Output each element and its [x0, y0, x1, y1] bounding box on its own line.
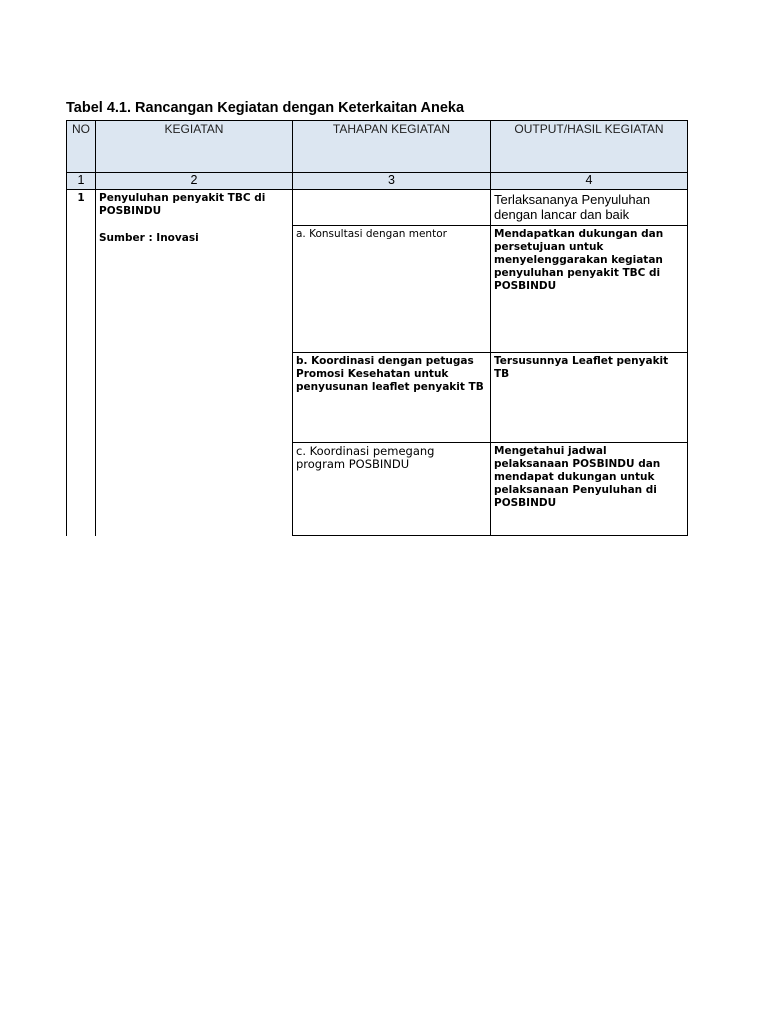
row-number-value: 1 [77, 192, 85, 204]
column-number-3: 3 [292, 173, 490, 190]
output-step-c: Mengetahui jadwal pelaksanaan POSBINDU dan mendapat dukungan untuk pelaksanaan Penyuluhan di POSBINDU [490, 442, 688, 536]
output-step-a: Mendapatkan dukungan dan persetujuan untuk menyelenggarakan kegiatan penyuluhan penyakit TBC di POSBINDU [490, 225, 688, 352]
column-number-4: 4 [490, 173, 688, 190]
column-number-1: 1 [66, 173, 95, 190]
tahapan-empty-cell [292, 190, 490, 225]
header-output-hasil-kegiatan: OUTPUT/HASIL KEGIATAN [490, 120, 688, 173]
tahapan-step-b: b. Koordinasi dengan petugas Promosi Kesehatan untuk penyusunan leaflet penyakit TB [292, 352, 490, 442]
output-step-b: Tersusunnya Leaflet penyakit TB [490, 352, 688, 442]
header-tahapan-kegiatan: TAHAPAN KEGIATAN [292, 120, 490, 173]
kegiatan-cell [95, 190, 292, 536]
tahapan-step-c: c. Koordinasi pemegang program POSBINDU [292, 442, 490, 536]
header-no: NO [66, 120, 95, 173]
kegiatan-name: Penyuluhan penyakit TBC di POSBINDU [99, 192, 266, 217]
tahapan-step-a: a. Konsultasi dengan mentor [292, 225, 490, 352]
output-main: Terlaksananya Penyuluhan dengan lancar dan baik [490, 190, 688, 225]
kegiatan-sumber: Sumber : Inovasi [99, 232, 199, 244]
header-kegiatan: KEGIATAN [95, 120, 292, 173]
row-number [66, 190, 95, 536]
table-title: Tabel 4.1. Rancangan Kegiatan dengan Keterkaitan Aneka [66, 100, 465, 116]
column-number-2: 2 [95, 173, 292, 190]
